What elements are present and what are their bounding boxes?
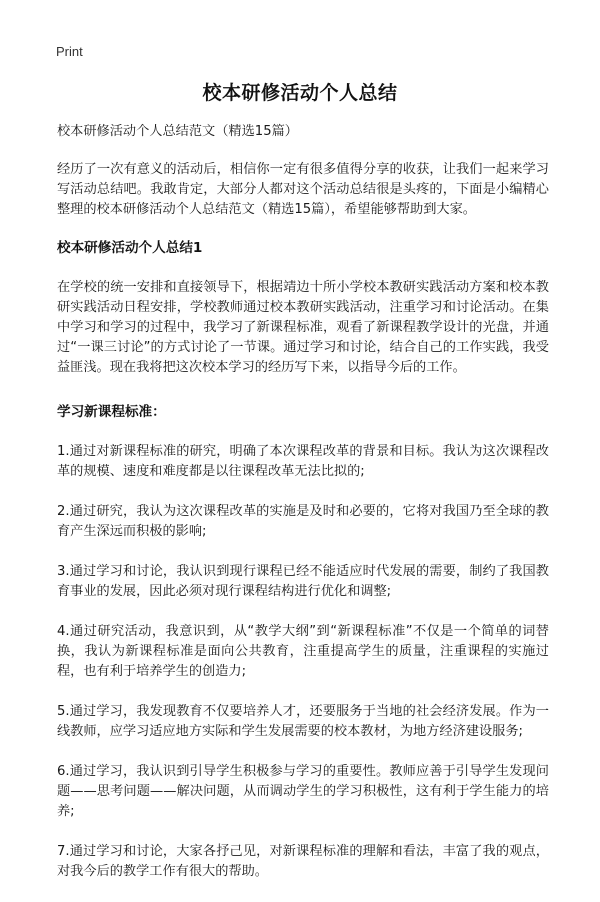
section-paragraph: 在学校的统一安排和直接领导下，根据靖边十所小学校本教研实践活动方案和校本教研实践活动日程安排，学校教师通过校本教研实践活动，注重学习和讨论活动。在集中学习和学习的过程中，我学习了新课程标准，观看了新课程教学设计的光盘，并通过“一课三讨论”的方式讨论了一节课。通过学习和讨论，结合自己的工作实践，我受益匪浅。现在我将把这次校本学习的经历写下来，以指导今后的工作。: [57, 280, 549, 375]
list-item: 6.通过学习，我认识到引导学生积极参与学习的重要性。教师应善于引导学生发现问题——思考问题——解决问题，从而调动学生的学习积极性，这有利于学生能力的培养;: [57, 764, 549, 819]
print-link[interactable]: Print: [56, 44, 83, 59]
list-item: 1.通过对新课程标准的研究，明确了本次课程改革的背景和目标。我认为这次课程改革的规模、速度和难度都是以往课程改革无法比拟的;: [57, 444, 549, 479]
list-item: 2.通过研究，我认为这次课程改革的实施是及时和必要的，它将对我国乃至全球的教育产生深远而积极的影响;: [57, 504, 549, 539]
list-item: 4.通过研究活动，我意识到，从“教学大纲”到“新课程标准”不仅是一个简单的词替换，我认为新课程标准是面向公共教育，注重提高学生的质量，注重课程的实施过程，也有利于培养学生的创造力;: [57, 624, 549, 679]
list-item: 5.通过学习，我发现教育不仅要培养人才，还要服务于当地的社会经济发展。作为一线教师，应学习适应地方实际和学生发展需要的校本教材，为地方经济建设服务;: [57, 704, 549, 739]
list-item: 3.通过学习和讨论，我认识到现行课程已经不能适应时代发展的需要，制约了我国教育事业的发展，因此必须对现行课程结构进行优化和调整;: [57, 564, 549, 599]
list-item: 7.通过学习和讨论，大家各抒己见，对新课程标准的理解和看法，丰富了我的观点，对我今后的教学工作有很大的帮助。: [57, 844, 549, 879]
page-title: 校本研修活动个人总结: [202, 82, 398, 104]
intro-paragraph: 经历了一次有意义的活动后，相信你一定有很多值得分享的收获，让我们一起来学习写活动总结吧。我敢肯定，大部分人都对这个活动总结很是头疼的，下面是小编精心整理的校本研修活动个人总结范文（精选15篇），希望能够帮助到大家。: [57, 162, 549, 217]
learn-heading: 学习新课程标准：: [57, 404, 166, 420]
article-body: [57, 122, 549, 902]
article-subtitle: 校本研修活动个人总结范文（精选15篇）: [57, 124, 298, 139]
section-heading: 校本研修活动个人总结1: [57, 240, 203, 256]
